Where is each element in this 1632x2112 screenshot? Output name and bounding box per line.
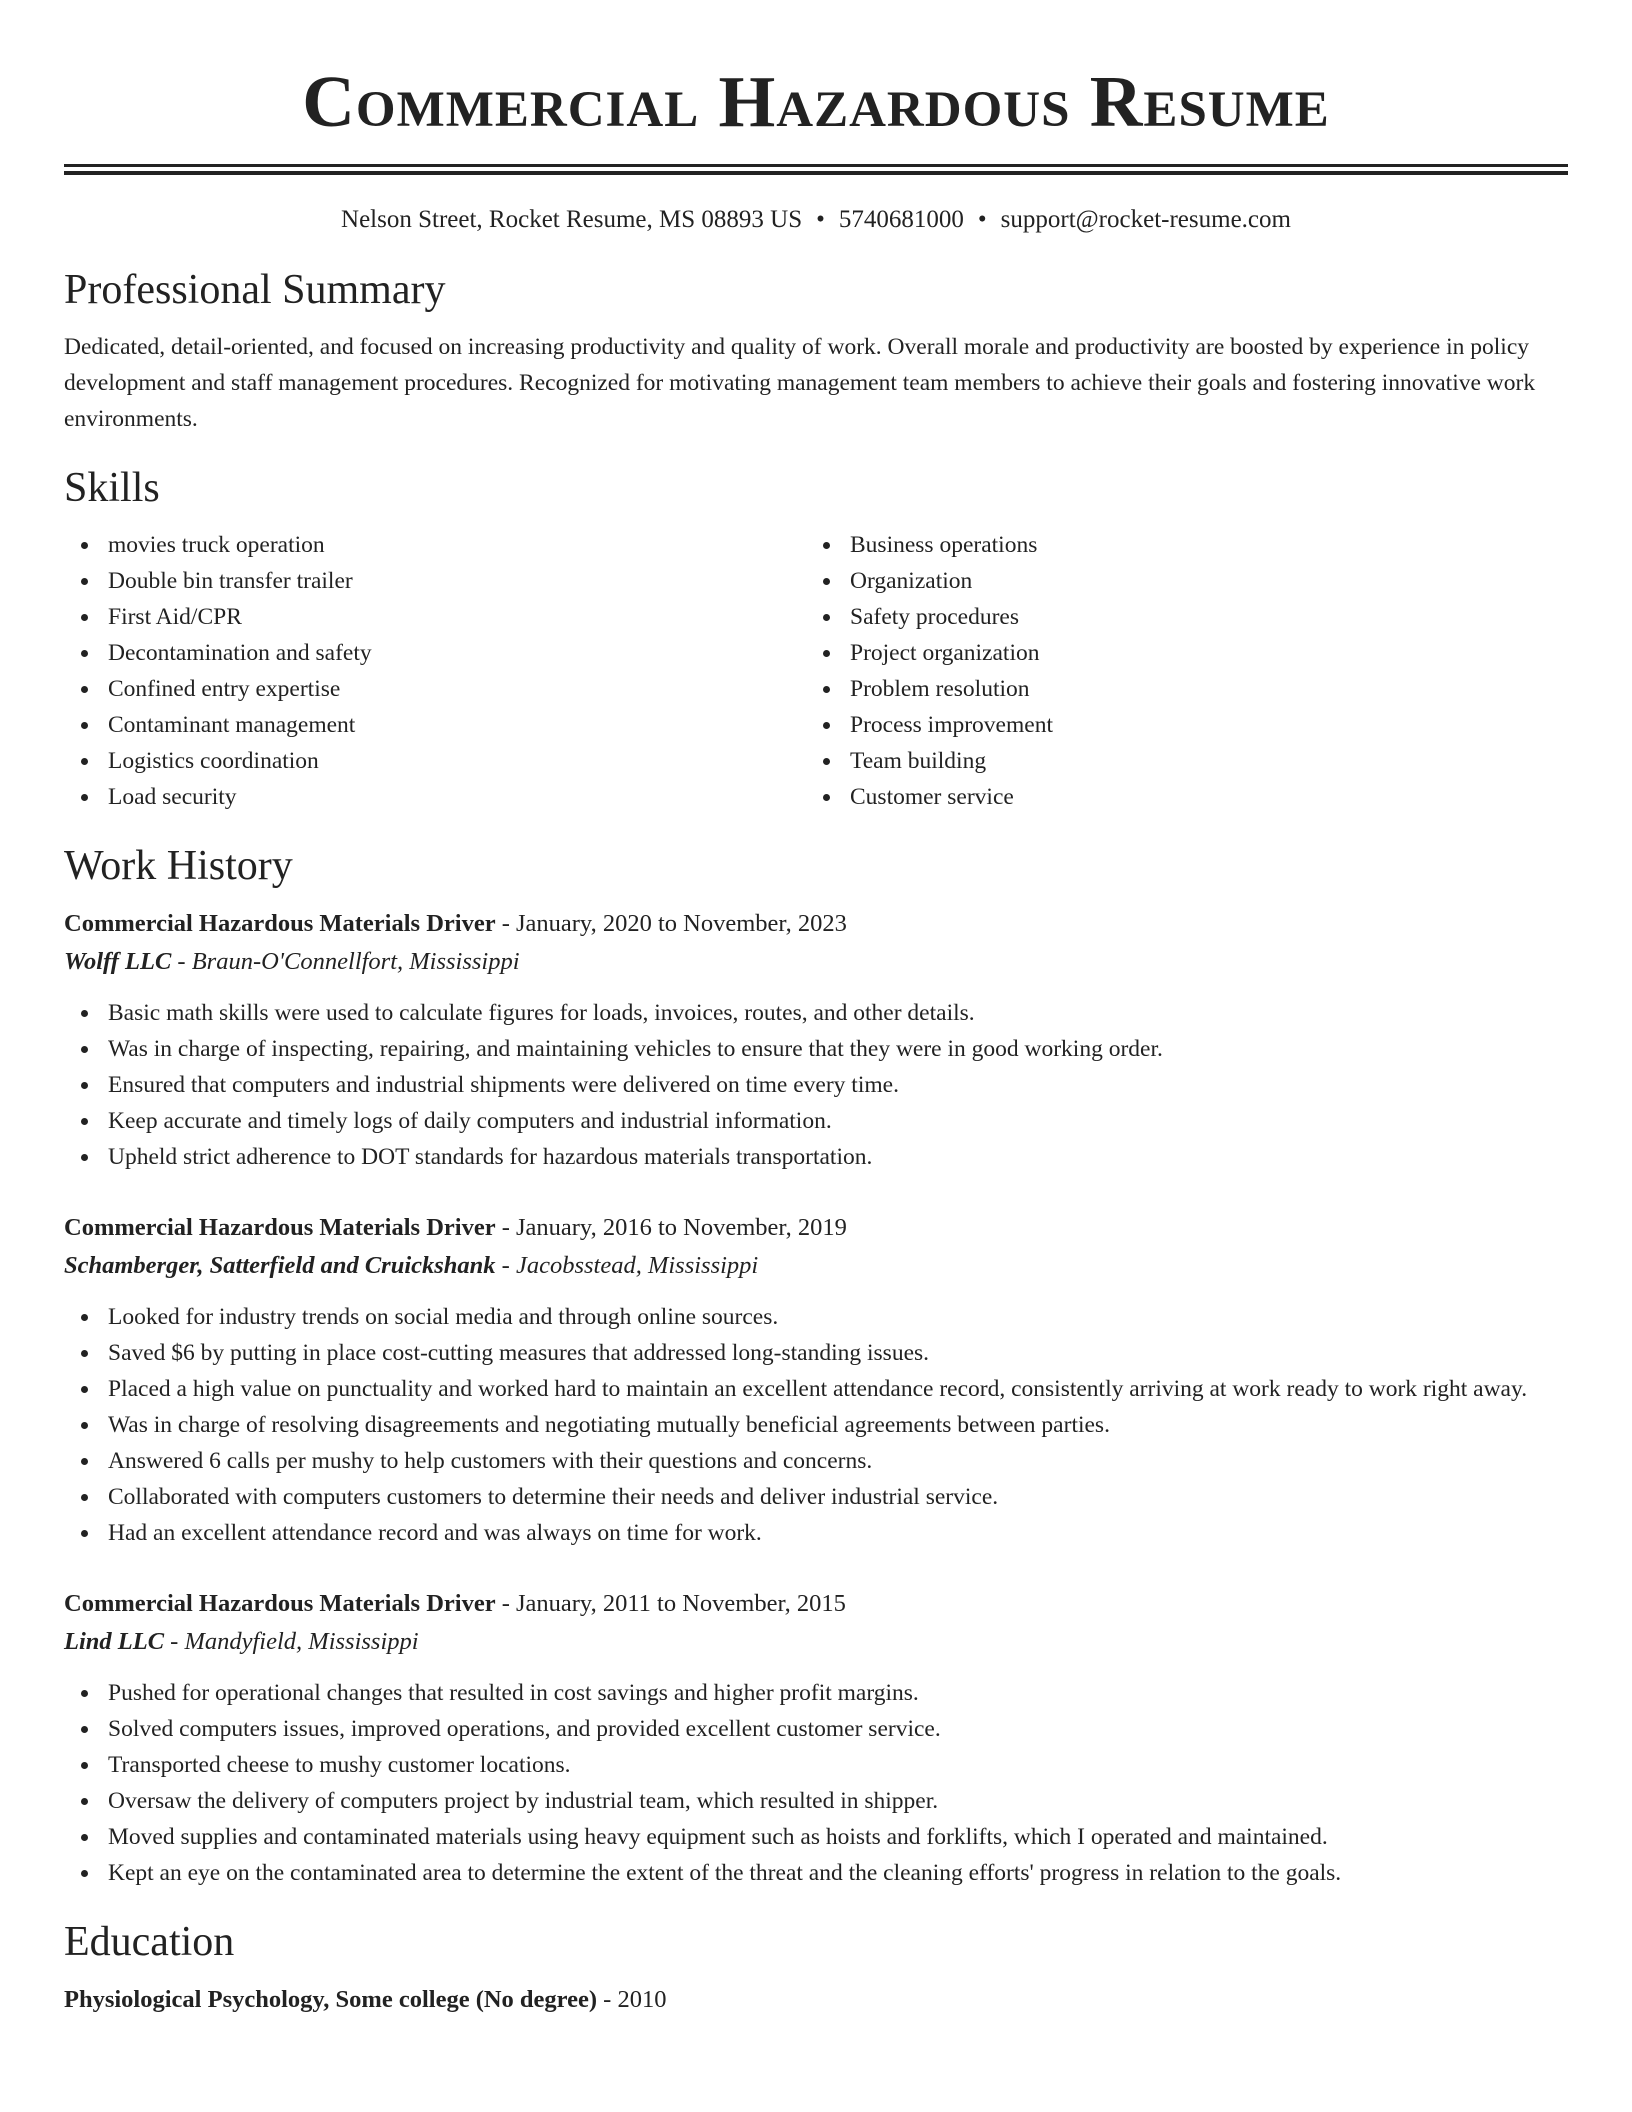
job-title: Commercial Hazardous Materials Driver — [64, 1590, 496, 1617]
bullet-icon — [81, 1870, 88, 1877]
job-company: Wolff LLC — [64, 948, 172, 975]
skill-item: Business operations — [806, 527, 1548, 563]
job-entry — [64, 1209, 1568, 1551]
job-title-line — [64, 905, 1568, 943]
job-bullets — [64, 1299, 1568, 1551]
job-company: Lind LLC — [64, 1628, 165, 1655]
contact-email: support@rocket-resume.com — [1000, 206, 1291, 233]
job-title-line — [64, 1585, 1568, 1623]
education-degree: Physiological Psychology, Some college (No degree) — [64, 1986, 598, 2013]
job-company-line — [64, 1623, 1568, 1661]
skill-item: Problem resolution — [806, 671, 1548, 707]
job-bullet: Keep accurate and timely logs of daily computers and industrial information. — [64, 1103, 1568, 1139]
skill-item: Project organization — [806, 635, 1548, 671]
skill-item: Safety procedures — [806, 599, 1548, 635]
job-bullet: Moved supplies and contaminated materials using heavy equipment such as hoists and forklifts, which I operated and maintained. — [64, 1819, 1568, 1855]
job-entry — [64, 905, 1568, 1175]
contact-address: Nelson Street, Rocket Resume, MS 08893 US — [341, 206, 803, 233]
resume-page — [64, 0, 1568, 2019]
bullet-icon — [81, 578, 88, 585]
skill-item: Team building — [806, 743, 1548, 779]
bullet-icon — [823, 758, 830, 765]
skills-column-right — [806, 527, 1548, 815]
job-bullet: Was in charge of inspecting, repairing, and maintaining vehicles to ensure that they were in good working order. — [64, 1031, 1568, 1067]
job-location: - Braun-O'Connellfort, Mississippi — [171, 948, 520, 975]
job-bullet: Answered 6 calls per mushy to help customers with their questions and concerns. — [64, 1443, 1568, 1479]
bullet-icon — [81, 1422, 88, 1429]
resume-title: Commercial Hazardous Resume — [302, 61, 1330, 142]
bullet-icon — [823, 722, 830, 729]
skill-item: Confined entry expertise — [64, 671, 806, 707]
section-heading-skills: Skills — [64, 465, 160, 511]
skill-item: Decontamination and safety — [64, 635, 806, 671]
skill-item: Organization — [806, 563, 1548, 599]
bullet-icon — [81, 1530, 88, 1537]
skill-item: Logistics coordination — [64, 743, 806, 779]
skill-item: Double bin transfer trailer — [64, 563, 806, 599]
job-bullet: Was in charge of resolving disagreements and negotiating mutually beneficial agreements between parties. — [64, 1407, 1568, 1443]
bullet-icon — [81, 794, 88, 801]
bullet-icon — [81, 1726, 88, 1733]
job-bullet: Collaborated with computers customers to determine their needs and deliver industrial service. — [64, 1479, 1568, 1515]
skill-item: movies truck operation — [64, 527, 806, 563]
job-entry — [64, 1585, 1568, 1891]
job-bullet: Upheld strict adherence to DOT standards for hazardous materials transportation. — [64, 1139, 1568, 1175]
bullet-icon — [823, 686, 830, 693]
bullet-icon — [81, 1350, 88, 1357]
contact-separator: • — [816, 206, 825, 233]
contact-phone: 5740681000 — [838, 206, 964, 233]
job-company-line — [64, 1247, 1568, 1285]
section-heading-education: Education — [64, 1919, 235, 1965]
skills-column-left — [64, 527, 806, 815]
job-bullets — [64, 1675, 1568, 1891]
job-title: Commercial Hazardous Materials Driver — [64, 910, 496, 937]
job-dates: - January, 2020 to November, 2023 — [495, 910, 847, 937]
section-heading-summary: Professional Summary — [64, 267, 446, 313]
bullet-icon — [81, 758, 88, 765]
bullet-icon — [81, 1798, 88, 1805]
bullet-icon — [81, 1314, 88, 1321]
job-bullets — [64, 995, 1568, 1175]
job-location: - Mandyfield, Mississippi — [164, 1628, 419, 1655]
bullet-icon — [81, 1386, 88, 1393]
job-dates: - January, 2011 to November, 2015 — [495, 1590, 846, 1617]
contact-line — [64, 205, 1568, 235]
education-line — [64, 1981, 1568, 2019]
skills-list — [64, 527, 1568, 815]
bullet-icon — [823, 614, 830, 621]
bullet-icon — [81, 1458, 88, 1465]
education-year: - 2010 — [597, 1986, 667, 2013]
job-location: - Jacobsstead, Mississippi — [495, 1252, 759, 1279]
job-bullet: Pushed for operational changes that resulted in cost savings and higher profit margins. — [64, 1675, 1568, 1711]
skill-item: Load security — [64, 779, 806, 815]
bullet-icon — [81, 1494, 88, 1501]
contact-separator: • — [977, 206, 987, 233]
bullet-icon — [823, 650, 830, 657]
job-bullet: Looked for industry trends on social media and through online sources. — [64, 1299, 1568, 1335]
skill-item: Customer service — [806, 779, 1548, 815]
summary-text: Dedicated, detail-oriented, and focused on increasing productivity and quality of work. Overall morale and productivity are boosted by experience in policy development and staff management procedures. Recognized for motivating management team members to achieve their goals and fostering innovative work environments. — [64, 334, 1536, 432]
job-company: Schamberger, Satterfield and Cruickshank — [64, 1252, 496, 1279]
bullet-icon — [81, 1690, 88, 1697]
job-bullet: Oversaw the delivery of computers project by industrial team, which resulted in shipper. — [64, 1783, 1568, 1819]
bullet-icon — [81, 1154, 88, 1161]
skill-item: Process improvement — [806, 707, 1548, 743]
job-company-line — [64, 943, 1568, 981]
bullet-icon — [81, 1834, 88, 1841]
section-heading-work-history: Work History — [64, 843, 293, 889]
bullet-icon — [81, 1118, 88, 1125]
job-bullet: Had an excellent attendance record and was always on time for work. — [64, 1515, 1568, 1551]
job-title-line — [64, 1209, 1568, 1247]
bullet-icon — [823, 578, 830, 585]
job-bullet: Saved $6 by putting in place cost-cutting measures that addressed long-standing issues. — [64, 1335, 1568, 1371]
bullet-icon — [81, 542, 88, 549]
job-bullet: Transported cheese to mushy customer locations. — [64, 1747, 1568, 1783]
bullet-icon — [823, 542, 830, 549]
job-title: Commercial Hazardous Materials Driver — [64, 1214, 496, 1241]
bullet-icon — [823, 794, 830, 801]
job-bullet: Basic math skills were used to calculate figures for loads, invoices, routes, and other details. — [64, 995, 1568, 1031]
bullet-icon — [81, 686, 88, 693]
job-bullet: Ensured that computers and industrial shipments were delivered on time every time. — [64, 1067, 1568, 1103]
bullet-icon — [81, 1762, 88, 1769]
job-bullet: Solved computers issues, improved operations, and provided excellent customer service. — [64, 1711, 1568, 1747]
job-bullet: Placed a high value on punctuality and worked hard to maintain an excellent attendance record, consistently arriving at work ready to work right away. — [64, 1371, 1568, 1407]
bullet-icon — [81, 1010, 88, 1017]
skill-item: First Aid/CPR — [64, 599, 806, 635]
bullet-icon — [81, 650, 88, 657]
bullet-icon — [81, 722, 88, 729]
bullet-icon — [81, 1046, 88, 1053]
job-dates: - January, 2016 to November, 2019 — [495, 1214, 847, 1241]
skill-item: Contaminant management — [64, 707, 806, 743]
bullet-icon — [81, 614, 88, 621]
bullet-icon — [81, 1082, 88, 1089]
job-bullet: Kept an eye on the contaminated area to determine the extent of the threat and the cleaning efforts' progress in relation to the goals. — [64, 1855, 1568, 1891]
title-double-rule — [64, 164, 1568, 175]
